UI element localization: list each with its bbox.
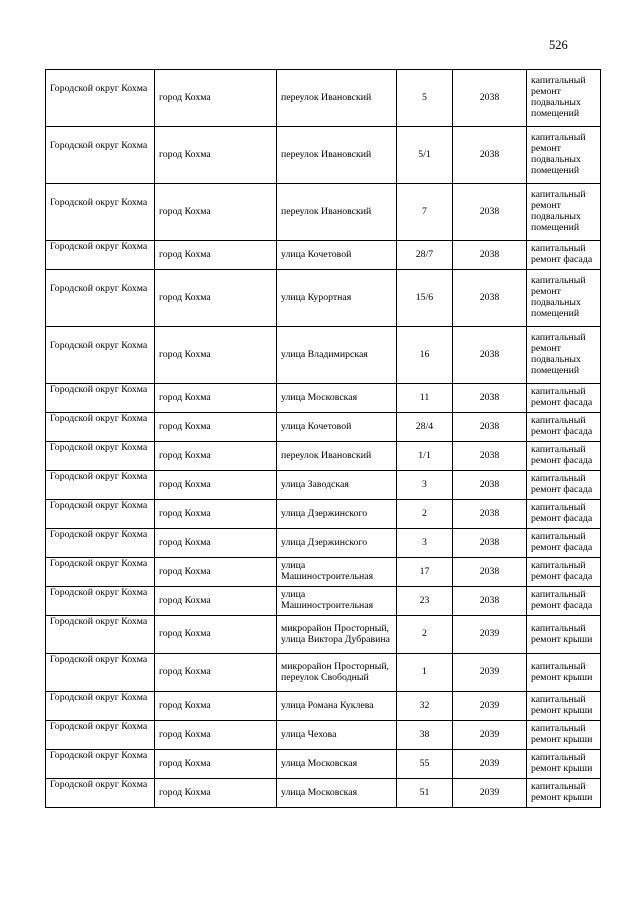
work-type-cell: капитальный ремонт подвальных помещений <box>527 127 601 184</box>
street-cell: переулок Ивановский <box>277 127 397 184</box>
year-cell: 2038 <box>453 442 527 471</box>
house-number-cell: 1/1 <box>397 442 453 471</box>
year-cell: 2039 <box>453 750 527 779</box>
house-number-cell: 5 <box>397 70 453 127</box>
work-type-cell: капитальный ремонт фасада <box>527 529 601 558</box>
house-number-cell: 28/7 <box>397 241 453 270</box>
work-type-cell: капитальный ремонт фасада <box>527 241 601 270</box>
house-number-cell: 3 <box>397 471 453 500</box>
house-number-cell: 16 <box>397 327 453 384</box>
municipality-cell: Городской округ Кохма <box>46 616 155 654</box>
table-row <box>46 558 601 587</box>
year-cell: 2038 <box>453 270 527 327</box>
table-row <box>46 384 601 413</box>
year-cell: 2038 <box>453 384 527 413</box>
city-cell: город Кохма <box>155 721 277 750</box>
table-row <box>46 654 601 692</box>
city-cell: город Кохма <box>155 616 277 654</box>
municipality-cell: Городской округ Кохма <box>46 529 155 558</box>
house-number-cell: 11 <box>397 384 453 413</box>
municipality-cell: Городской округ Кохма <box>46 270 155 327</box>
city-cell: город Кохма <box>155 500 277 529</box>
table-row <box>46 270 601 327</box>
street-cell: улица Чехова <box>277 721 397 750</box>
city-cell: город Кохма <box>155 529 277 558</box>
municipality-cell: Городской округ Кохма <box>46 558 155 587</box>
year-cell: 2038 <box>453 413 527 442</box>
city-cell: город Кохма <box>155 750 277 779</box>
year-cell: 2038 <box>453 529 527 558</box>
street-cell: улица Кочетовой <box>277 413 397 442</box>
municipality-cell: Городской округ Кохма <box>46 127 155 184</box>
table-row <box>46 721 601 750</box>
house-number-cell: 55 <box>397 750 453 779</box>
year-cell: 2039 <box>453 616 527 654</box>
municipality-cell: Городской округ Кохма <box>46 384 155 413</box>
page-number: 526 <box>549 38 568 52</box>
city-cell: город Кохма <box>155 384 277 413</box>
municipality-cell: Городской округ Кохма <box>46 442 155 471</box>
year-cell: 2038 <box>453 127 527 184</box>
municipality-cell: Городской округ Кохма <box>46 750 155 779</box>
municipality-cell: Городской округ Кохма <box>46 779 155 808</box>
city-cell: город Кохма <box>155 241 277 270</box>
work-type-cell: капитальный ремонт фасада <box>527 500 601 529</box>
city-cell: город Кохма <box>155 558 277 587</box>
municipality-cell: Городской округ Кохма <box>46 70 155 127</box>
table-row <box>46 327 601 384</box>
municipality-cell: Городской округ Кохма <box>46 471 155 500</box>
street-cell: улица Курортная <box>277 270 397 327</box>
year-cell: 2038 <box>453 327 527 384</box>
table-row <box>46 750 601 779</box>
city-cell: город Кохма <box>155 587 277 616</box>
street-cell: улица Московская <box>277 384 397 413</box>
work-type-cell: капитальный ремонт подвальных помещений <box>527 327 601 384</box>
house-number-cell: 2 <box>397 616 453 654</box>
city-cell: город Кохма <box>155 442 277 471</box>
work-type-cell: капитальный ремонт подвальных помещений <box>527 184 601 241</box>
year-cell: 2038 <box>453 471 527 500</box>
table-body <box>46 70 601 808</box>
city-cell: город Кохма <box>155 654 277 692</box>
table-row <box>46 471 601 500</box>
work-type-cell: капитальный ремонт фасада <box>527 413 601 442</box>
city-cell: город Кохма <box>155 413 277 442</box>
street-cell: улица Владимирская <box>277 327 397 384</box>
work-type-cell: капитальный ремонт подвальных помещений <box>527 270 601 327</box>
city-cell: город Кохма <box>155 692 277 721</box>
year-cell: 2039 <box>453 654 527 692</box>
street-cell: переулок Ивановский <box>277 70 397 127</box>
table-row <box>46 184 601 241</box>
year-cell: 2039 <box>453 692 527 721</box>
house-number-cell: 7 <box>397 184 453 241</box>
table-row <box>46 70 601 127</box>
municipality-cell: Городской округ Кохма <box>46 587 155 616</box>
municipality-cell: Городской округ Кохма <box>46 692 155 721</box>
year-cell: 2038 <box>453 500 527 529</box>
house-number-cell: 2 <box>397 500 453 529</box>
work-type-cell: капитальный ремонт фасада <box>527 587 601 616</box>
work-type-cell: капитальный ремонт подвальных помещений <box>527 70 601 127</box>
city-cell: город Кохма <box>155 779 277 808</box>
table-row <box>46 779 601 808</box>
municipality-cell: Городской округ Кохма <box>46 241 155 270</box>
table-row <box>46 500 601 529</box>
table-row <box>46 127 601 184</box>
city-cell: город Кохма <box>155 184 277 241</box>
city-cell: город Кохма <box>155 327 277 384</box>
house-number-cell: 23 <box>397 587 453 616</box>
street-cell: переулок Ивановский <box>277 184 397 241</box>
year-cell: 2038 <box>453 241 527 270</box>
street-cell: микрорайон Просторный, переулок Свободный <box>277 654 397 692</box>
work-type-cell: капитальный ремонт крыши <box>527 616 601 654</box>
year-cell: 2039 <box>453 779 527 808</box>
street-cell: улица Кочетовой <box>277 241 397 270</box>
municipality-cell: Городской округ Кохма <box>46 500 155 529</box>
house-number-cell: 1 <box>397 654 453 692</box>
street-cell: микрорайон Просторный, улица Виктора Дубравина <box>277 616 397 654</box>
work-type-cell: капитальный ремонт фасада <box>527 384 601 413</box>
table-row <box>46 241 601 270</box>
table-row <box>46 587 601 616</box>
city-cell: город Кохма <box>155 127 277 184</box>
street-cell: улица Романа Куклева <box>277 692 397 721</box>
city-cell: город Кохма <box>155 70 277 127</box>
work-type-cell: капитальный ремонт крыши <box>527 721 601 750</box>
house-number-cell: 32 <box>397 692 453 721</box>
street-cell: переулок Ивановский <box>277 442 397 471</box>
house-number-cell: 17 <box>397 558 453 587</box>
street-cell: улица Заводская <box>277 471 397 500</box>
year-cell: 2038 <box>453 70 527 127</box>
municipality-cell: Городской округ Кохма <box>46 327 155 384</box>
work-type-cell: капитальный ремонт фасада <box>527 558 601 587</box>
street-cell: улица Машиностроительная <box>277 587 397 616</box>
work-type-cell: капитальный ремонт крыши <box>527 654 601 692</box>
house-number-cell: 51 <box>397 779 453 808</box>
table-row <box>46 442 601 471</box>
house-number-cell: 28/4 <box>397 413 453 442</box>
work-type-cell: капитальный ремонт крыши <box>527 750 601 779</box>
table-row <box>46 616 601 654</box>
house-number-cell: 5/1 <box>397 127 453 184</box>
street-cell: улица Дзержинского <box>277 529 397 558</box>
city-cell: город Кохма <box>155 471 277 500</box>
street-cell: улица Московская <box>277 750 397 779</box>
municipality-cell: Городской округ Кохма <box>46 654 155 692</box>
street-cell: улица Машиностроительная <box>277 558 397 587</box>
year-cell: 2038 <box>453 558 527 587</box>
municipality-cell: Городской округ Кохма <box>46 184 155 241</box>
year-cell: 2039 <box>453 721 527 750</box>
street-cell: улица Московская <box>277 779 397 808</box>
work-type-cell: капитальный ремонт крыши <box>527 779 601 808</box>
street-cell: улица Дзержинского <box>277 500 397 529</box>
work-type-cell: капитальный ремонт крыши <box>527 692 601 721</box>
house-number-cell: 38 <box>397 721 453 750</box>
capital-repair-table <box>45 69 601 808</box>
table-row <box>46 529 601 558</box>
work-type-cell: капитальный ремонт фасада <box>527 442 601 471</box>
work-type-cell: капитальный ремонт фасада <box>527 471 601 500</box>
municipality-cell: Городской округ Кохма <box>46 721 155 750</box>
year-cell: 2038 <box>453 587 527 616</box>
table-row <box>46 413 601 442</box>
year-cell: 2038 <box>453 184 527 241</box>
house-number-cell: 15/6 <box>397 270 453 327</box>
house-number-cell: 3 <box>397 529 453 558</box>
municipality-cell: Городской округ Кохма <box>46 413 155 442</box>
city-cell: город Кохма <box>155 270 277 327</box>
table-row <box>46 692 601 721</box>
